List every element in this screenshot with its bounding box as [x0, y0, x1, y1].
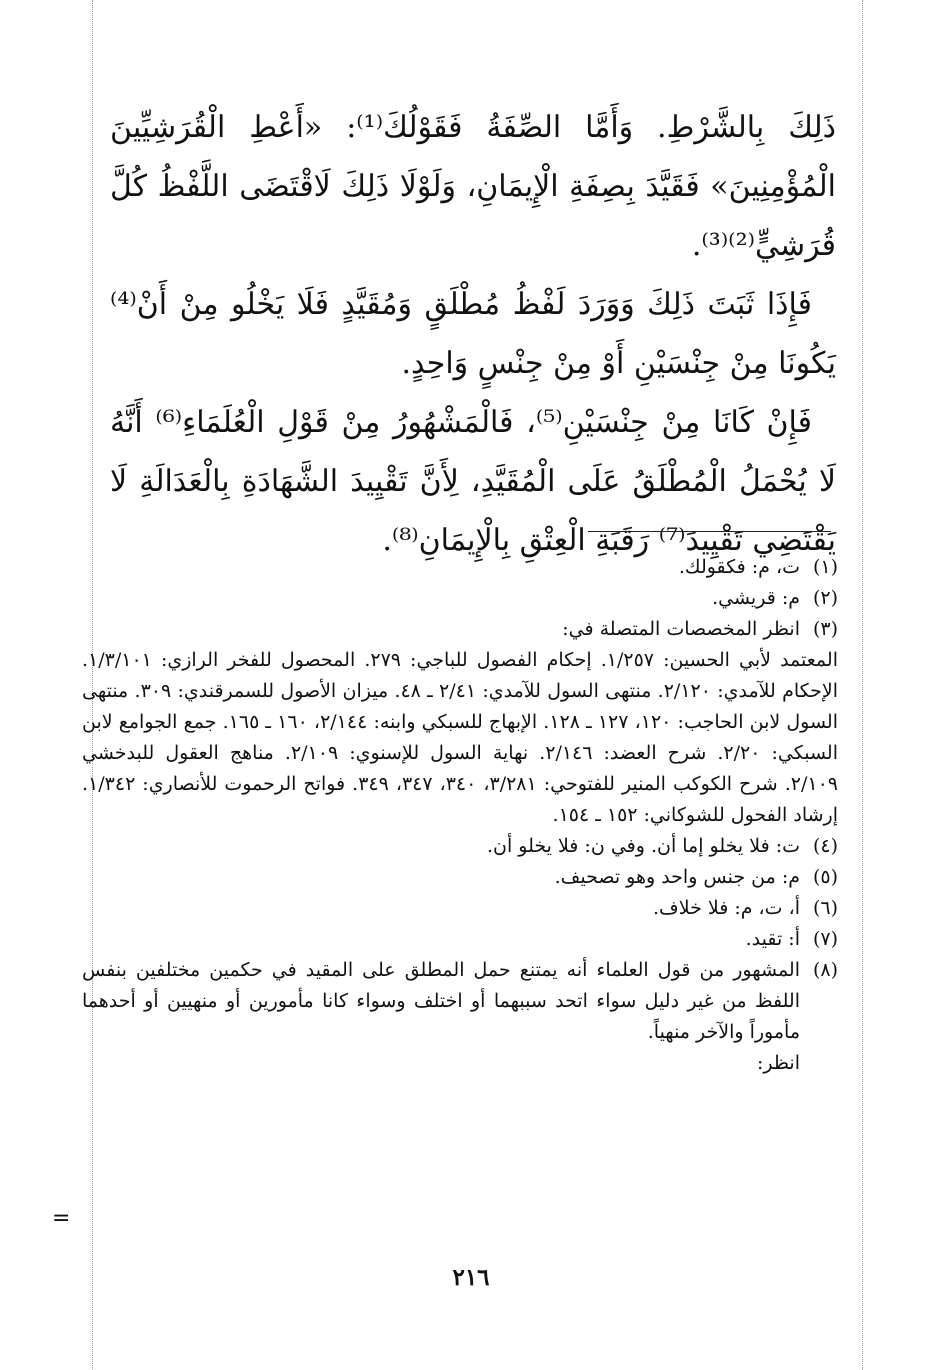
main-body-text: [110, 98, 836, 570]
continuation-mark: =: [52, 1206, 71, 1231]
footnote-8: [82, 955, 838, 1079]
footnote-number: (٦): [812, 897, 838, 919]
footnote-2: [82, 583, 838, 614]
paragraph-2: فَإِذَا ثَبَتَ ذَلِكَ وَوَرَدَ لَفْظُ مُطْلَقٍ وَمُقَيَّدٍ فَلَا يَخْلُو مِنْ أَنْ⁽⁴⁾ يَكُونَا مِنْ جِنْسَيْنِ أَوْ مِنْ جِنْسٍ وَاحِدٍ.: [110, 287, 836, 381]
page-number: ٢١٦: [452, 1264, 490, 1291]
footnote-separator: [588, 531, 831, 532]
footnote-number: (٣): [812, 618, 838, 640]
footnote-8-body: [82, 955, 800, 1079]
paragraph-1: ذَلِكَ بِالشَّرْطِ. وَأَمَّا الصِّفَةُ فَقَوْلُكَ⁽¹⁾: «أَعْطِ الْقُرَشِيِّينَ الْمُؤْمِنِينَ» فَقَيَّدَ بِصِفَةِ الْإِيمَانِ، وَلَوْلَا ذَلِكَ لَاقْتَضَى اللَّفْظُ كُلَّ قُرَشِيٍّ⁽²⁾⁽³⁾.: [110, 110, 836, 263]
footnote-text: انظر المخصصات المتصلة في:: [562, 618, 800, 640]
footnote-8-see: انظر:: [756, 1052, 800, 1074]
footnote-number: (٨): [812, 959, 838, 981]
footnote-text: ت: فلا يخلو إما أن. وفي ن: فلا يخلو أن.: [486, 835, 800, 857]
footnote-text: ت، م: فكقولك.: [678, 556, 800, 578]
paragraph-3: فَإِنْ كَانَا مِنْ جِنْسَيْنِ⁽⁵⁾، فَالْمَشْهُورُ مِنْ قَوْلِ الْعُلَمَاءِ⁽⁶⁾ أَنَّهُ لَا يُحْمَلُ الْمُطْلَقُ عَلَى الْمُقَيَّدِ، لِأَنَّ تَقْيِيدَ الشَّهَادَةِ بِالْعَدَالَةِ لَا يَقْتَضِي تَقْيِيدَ⁽⁷⁾ رَقَبَةِ الْعِتْقِ بِالْإِيمَانِ⁽⁸⁾.: [110, 405, 836, 558]
footnote-4: [82, 831, 838, 862]
footnote-number: (١): [812, 556, 838, 578]
footnote-number: (٤): [812, 835, 838, 857]
footnote-text: أ، ت، م: فلا خلاف.: [653, 897, 800, 919]
footnote-3: [82, 614, 838, 645]
footnote-number: (٢): [812, 587, 838, 609]
footnote-3-references: المعتمد لأبي الحسين: ١/٢٥٧. إحكام الفصول للباجي: ٢٧٩. المحصول للفخر الرازي: ١/٣/١٠١. الإحكام للآمدي: ٢/١٢٠. منتهى السول للآمدي: ٢/٤١ ـ ٤٨. ميزان الأصول للسمرقندي: ٣٠٩. منتهى السول لابن الحاجب: ١٢٠، ١٢٧ ـ ١٢٨. الإبهاج للسبكي وابنه: ٢/١٤٤، ١٦٠ ـ ١٦٥. جمع الجوامع لابن السبكي: ٢/٢٠. شرح العضد: ٢/١٤٦. نهاية السول للإسنوي: ٢/١٠٩. مناهج العقول للبدخشي ٢/١٠٩. شرح الكوكب المنير للفتوحي: ٣/٢٨١، ٣٤٠، ٣٤٧، ٣٤٩. فواتح الرحموت للأنصاري: ١/٣٤٢. إرشاد الفحول للشوكاني: ١٥٢ ـ ١٥٤.: [82, 649, 838, 826]
footnote-number: (٧): [812, 928, 838, 950]
footnote-number: (٥): [812, 866, 838, 888]
footnote-text: م: من جنس واحد وهو تصحيف.: [554, 866, 800, 888]
footnote-text: م: قريشي.: [712, 587, 800, 609]
footnote-5: [82, 862, 838, 893]
margin-dotted-line-right: [862, 0, 863, 1370]
footnote-text: أ: تقيد.: [745, 928, 800, 950]
footnote-text: المشهور من قول العلماء أنه يمتنع حمل المطلق على المقيد في حكمين مختلفين بنفس اللفظ من غير دليل سواء اتحد سببهما أو اختلف وسواء كانا مأمورين أو منهيين أو أحدهما مأموراً والآخر منهياً.: [82, 959, 800, 1043]
footnote-1: [82, 552, 838, 583]
footnote-6: [82, 893, 838, 924]
footnote-7: [82, 924, 838, 955]
footnotes: [82, 552, 838, 1079]
